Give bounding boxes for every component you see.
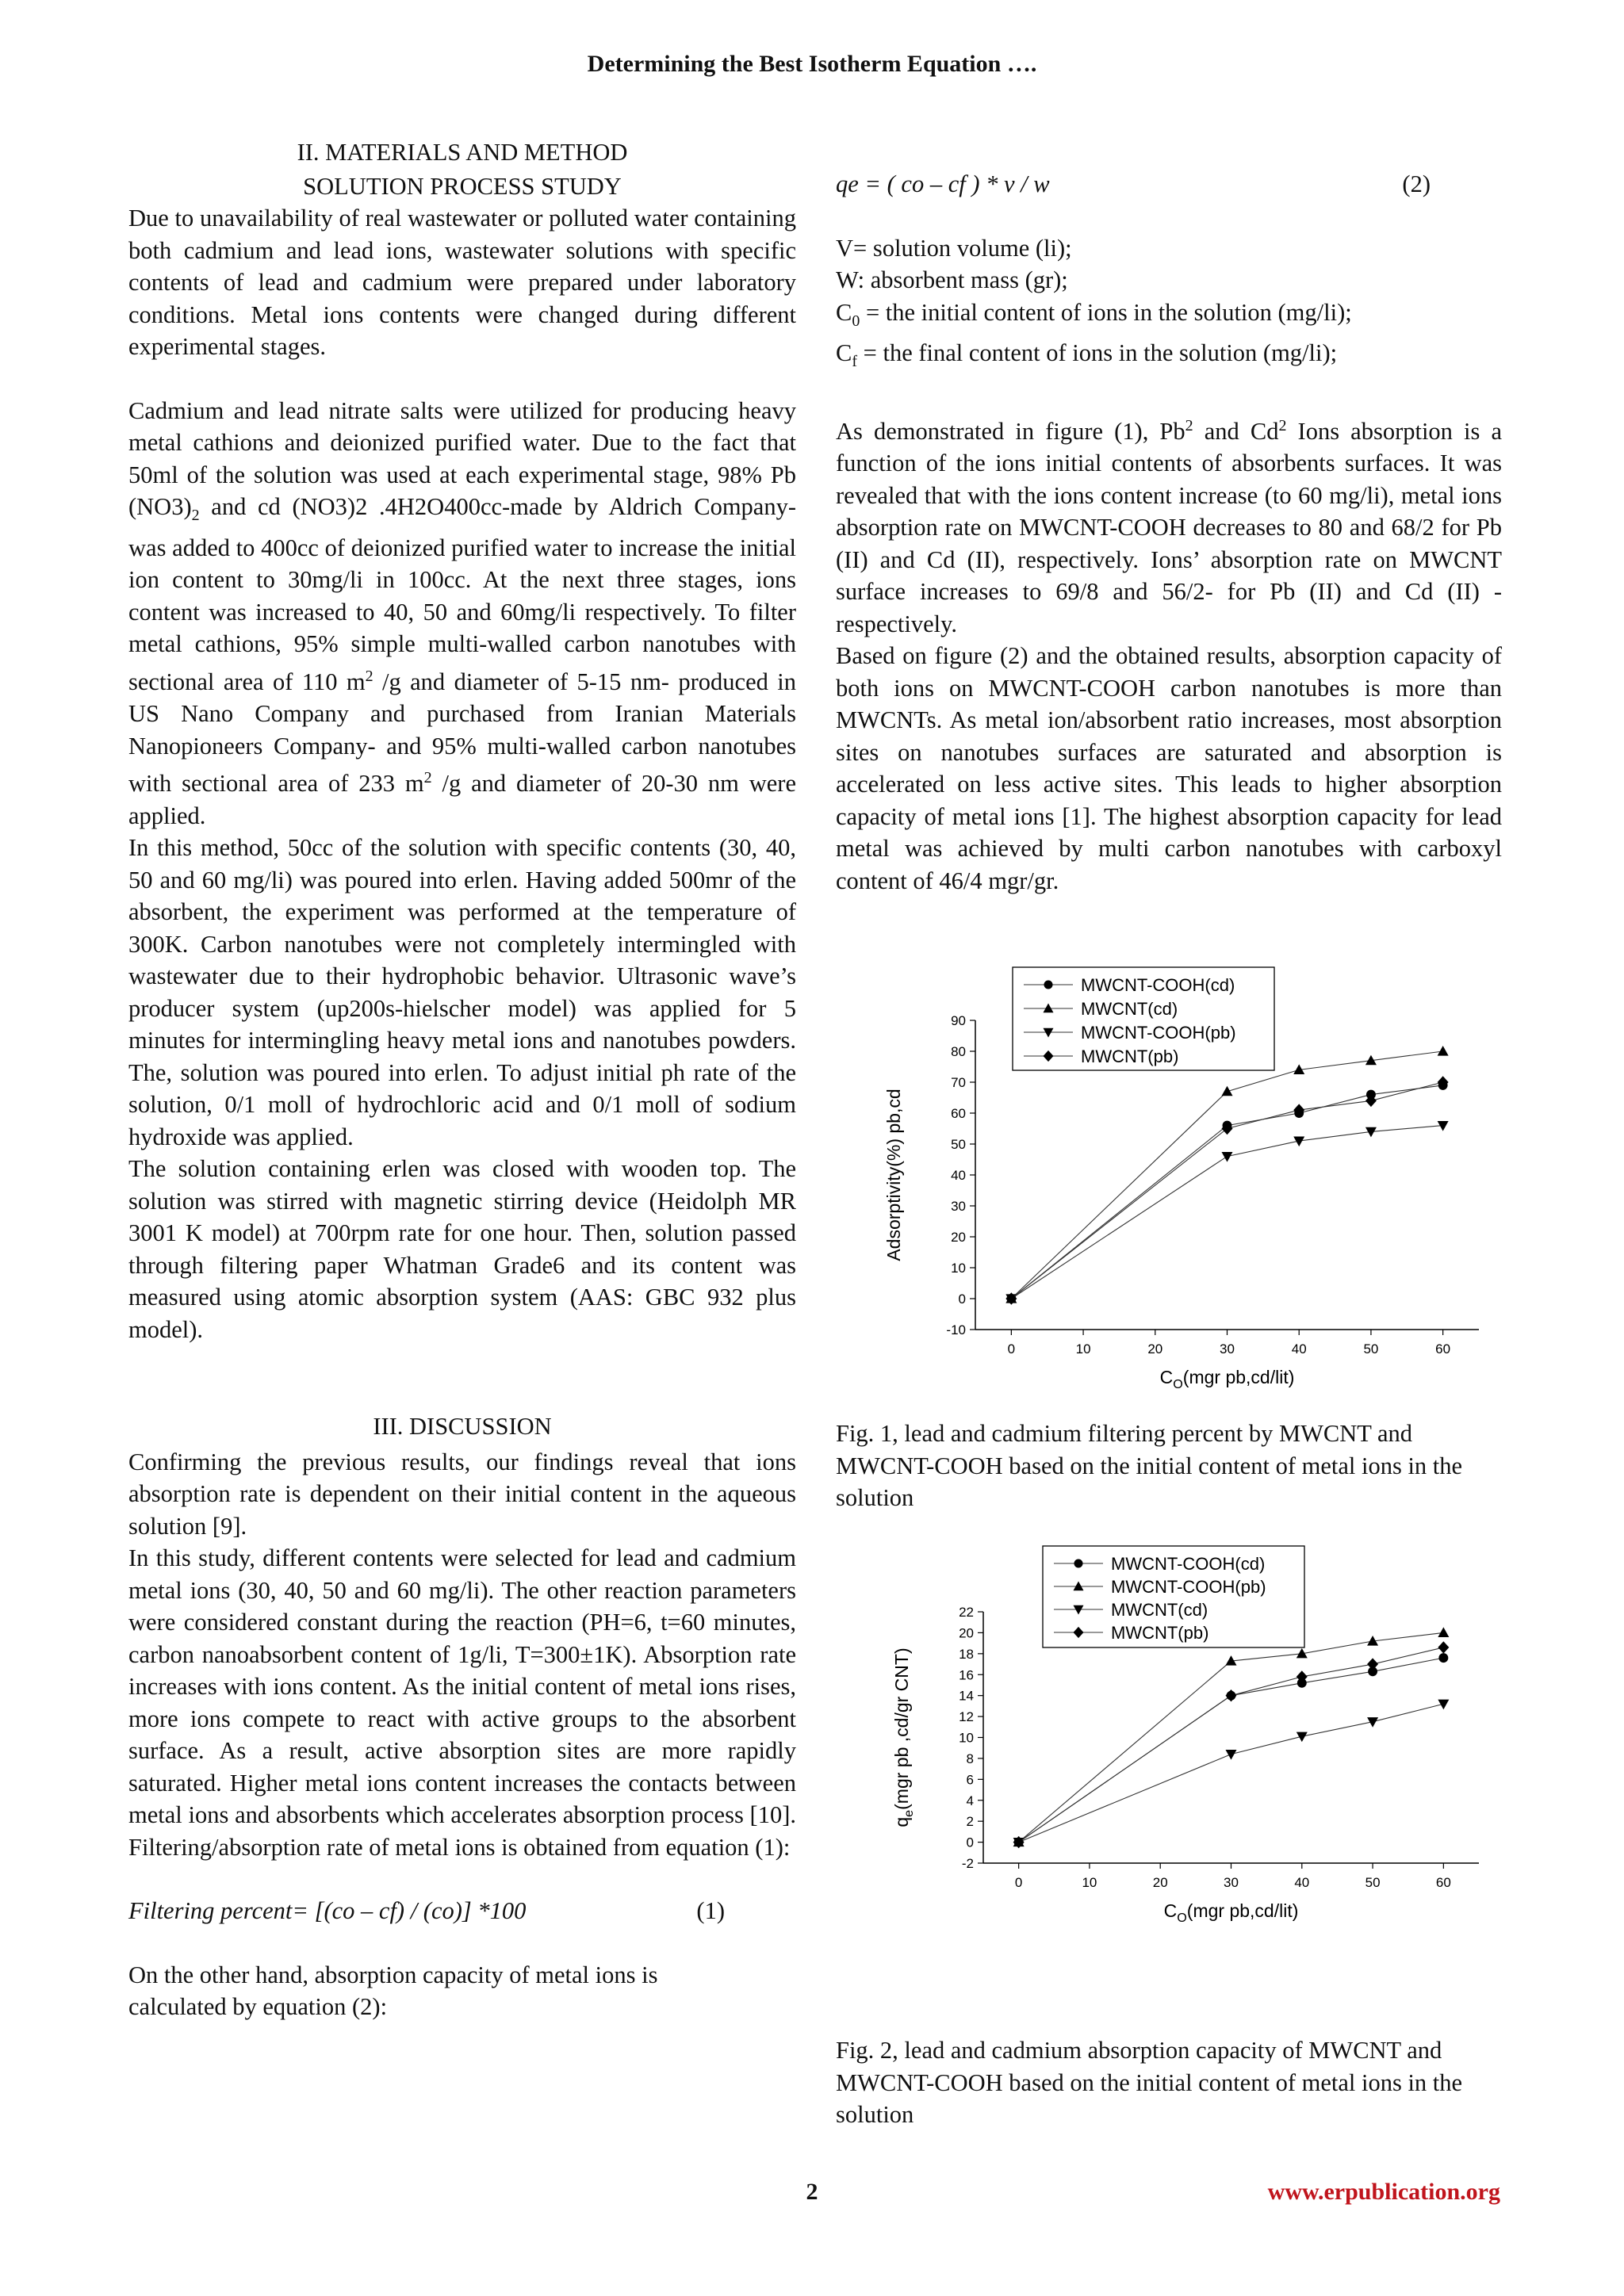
y-tick-label: 8 bbox=[966, 1751, 974, 1766]
y-tick-label: 0 bbox=[958, 1292, 966, 1307]
left-column bbox=[128, 136, 796, 2023]
y-tick-label: 16 bbox=[959, 1667, 974, 1683]
legend-marker bbox=[1074, 1559, 1082, 1567]
x-tick-label: 40 bbox=[1294, 1875, 1310, 1890]
series-line-0 bbox=[1011, 1085, 1442, 1299]
section-3-title: III. DISCUSSION bbox=[373, 1413, 552, 1441]
y-tick-label: 10 bbox=[951, 1261, 966, 1276]
paragraph-2: Cadmium and lead nitrate salts were utilized for producing heavy metal cathions and deionized purified water. Due to the fact that 50ml of the solution was used at each experimental stage, 98% Pb $(NO3)_2$ and cd (NO3)2 .4H2O400cc-made by Aldrich Company- was added to 400cc of deionized purified water to increase the initial ion content to 30mg/li in 100cc. At the next three stages, ions content was increased to 40, 50 and 60mg/li respectively. To filter metal cathions, 95% simple multi-walled carbon nanotubes with sectional area of 110 $m^2$ /g and diameter of 5-15 nm- produced in US Nano Company and purchased from Iranian Materials Nanopioneers Company- and 95% multi-walled carbon nanotubes with sectional area of 233 $m^2$ /g and diameter of 20-30 nm were applied. bbox=[128, 396, 796, 829]
x-tick-label: 10 bbox=[1082, 1875, 1097, 1890]
page-number: 2 bbox=[806, 2179, 818, 2205]
definition-w: W: absorbent mass (gr); bbox=[836, 266, 1068, 293]
equation-1: Filtering percent= [(co – cf) / (co)] *100 (1) bbox=[128, 1897, 725, 1925]
y-tick-label: 20 bbox=[951, 1230, 966, 1245]
y-tick-label: 0 bbox=[966, 1835, 974, 1850]
y-tick-label: 4 bbox=[966, 1793, 974, 1808]
paragraph-1: Due to unavailability of real wastewater or polluted water containing both cadmium and lead ions, wastewater solutions with specific contents of lead and cadmium were prepared under laboratory conditions. Metal ions contents were changed during different experimental stages. bbox=[128, 205, 796, 360]
y-tick-label: 80 bbox=[951, 1044, 966, 1059]
y-tick-label: 50 bbox=[951, 1137, 966, 1152]
paragraph-4: The solution containing erlen was closed with wooden top. The solution was stirred with magnetic stirring device (Heidolph MR 3001 K model) at 700rpm rate for one hour. Then, solution passed through filtering paper Whatman Grade6 and its content was measured using atomic absorption system (AAS: GBC 932 plus model). bbox=[128, 1155, 796, 1343]
data-point bbox=[1226, 1750, 1237, 1760]
y-tick-label: 30 bbox=[951, 1199, 966, 1214]
data-point bbox=[1438, 1641, 1449, 1653]
x-axis-label: $C_O(mgr$ pb,cd/lit) bbox=[1159, 1367, 1295, 1391]
figure-1-chart bbox=[876, 955, 1503, 1399]
y-axis-label: $q_e(mgr$ pb ,cd/gr CNT) bbox=[891, 1647, 916, 1827]
y-axis-label: Adsorptivity(%) pb,cd bbox=[883, 1089, 904, 1261]
section-2-title: II. MATERIALS AND METHOD bbox=[297, 139, 628, 166]
paragraph-9: Based on figure (2) and the obtained results, absorption capacity of both ions on MWCNT-COOH carbon nanotubes is more than MWCNTs. As metal ion/absorbent ratio increases, most absorption sites on nanotubes surfaces are saturated and absorption is accelerated on less active sites. This leads to higher absorption capacity of metal ions [1]. The highest absorption capacity for lead metal was achieved by multi carbon nanotubes with carboxyl content of 46/4 mgr/gr. bbox=[836, 642, 1502, 894]
data-point bbox=[1367, 1658, 1378, 1670]
equation-2: qe = ( co – cf ) * v / w (2) bbox=[836, 170, 1431, 197]
x-axis-label: $C_O(mgr$ pb,cd/lit) bbox=[1163, 1900, 1299, 1925]
legend-label: MWCNT-COOH(cd) bbox=[1111, 1554, 1266, 1574]
paragraph-8: As demonstrated in figure (1), Pb$^2$ and Cd$^2$ Ions absorption is a function of the ions initial contents of absorbents surfaces. It was revealed that with the ions content increase (to 60 mg/li), metal ions absorption rate on MWCNT-COOH decreases to 80 and 68/2 for Pb (II) and Cd (II), respectively. Ions’ absorption rate on MWCNT surface increases to 69/8 and 56/2- for Pb (II) and Cd (II) - respectively. bbox=[836, 416, 1502, 637]
data-point bbox=[1222, 1152, 1233, 1162]
legend-label: MWCNT(pb) bbox=[1081, 1047, 1179, 1066]
data-point bbox=[1222, 1086, 1233, 1096]
y-tick-label: 22 bbox=[959, 1605, 974, 1620]
y-tick-label: 10 bbox=[959, 1730, 974, 1746]
y-tick-label: 90 bbox=[951, 1013, 966, 1028]
x-tick-label: 20 bbox=[1147, 1341, 1163, 1357]
x-tick-label: 30 bbox=[1220, 1341, 1235, 1357]
x-tick-label: 60 bbox=[1435, 1341, 1451, 1357]
y-tick-label: 40 bbox=[951, 1168, 966, 1183]
series-line-3 bbox=[1011, 1082, 1442, 1299]
right-column bbox=[836, 168, 1502, 897]
figure-1-caption: Fig. 1, lead and cadmium filtering percent by MWCNT and MWCNT-COOH based on the initial content of metal ions in the solution bbox=[836, 1420, 1463, 1511]
x-tick-label: 20 bbox=[1152, 1875, 1168, 1890]
data-point bbox=[1438, 1627, 1449, 1637]
x-tick-label: 60 bbox=[1435, 1875, 1451, 1890]
legend-label: MWCNT-COOH(pb) bbox=[1081, 1023, 1236, 1043]
y-tick-label: -10 bbox=[946, 1322, 966, 1337]
x-tick-label: 50 bbox=[1363, 1341, 1379, 1357]
running-head: Determining the Best Isotherm Equation …. bbox=[587, 51, 1037, 77]
y-tick-label: 14 bbox=[959, 1688, 974, 1704]
definition-c0: $C_0$ = the initial content of ions in the solution (mg/li); bbox=[836, 298, 1352, 330]
x-tick-label: 10 bbox=[1075, 1341, 1091, 1357]
paragraph-7: On the other hand, absorption capacity of metal ions is calculated by equation (2): bbox=[128, 1961, 658, 2021]
definition-v: V= solution volume (li); bbox=[836, 234, 1072, 262]
figure-2-caption: Fig. 2, lead and cadmium absorption capacity of MWCNT and MWCNT-COOH based on the initial content of metal ions in the solution bbox=[836, 2037, 1463, 2128]
definition-cf: $C_f$ = the final content of ions in the solution (mg/li); bbox=[836, 339, 1338, 371]
paragraph-5: Confirming the previous results, our findings reveal that ions absorption rate is dependent on their initial content in the aqueous solution [9]. bbox=[128, 1448, 796, 1540]
y-tick-label: 20 bbox=[959, 1625, 974, 1641]
y-tick-label: 6 bbox=[966, 1772, 974, 1788]
legend-label: MWCNT(cd) bbox=[1111, 1600, 1208, 1620]
paragraph-3: In this method, 50cc of the solution with specific contents (30, 40, 50 and 60 mg/li) was poured into erlen. Having added 500mr of the absorbent, the experiment was performed at the temperature of 300K. Carbon nanotubes were not completely intermingled with wastewater due to their hydrophobic behavior. Ultrasonic wave’s producer system (up200s-hielscher model) was applied for 5 minutes for intermingling heavy metal ions and nanotubes powders. The, solution was poured into erlen. To adjust initial ph rate of the solution, 0/1 moll of hydrochloric acid and 0/1 moll of sodium hydroxide was applied. bbox=[128, 834, 796, 1150]
series-line-2 bbox=[1011, 1126, 1442, 1299]
data-point bbox=[1438, 1653, 1448, 1663]
data-point bbox=[1226, 1689, 1237, 1701]
series-line-3 bbox=[1019, 1647, 1444, 1843]
x-tick-label: 0 bbox=[1014, 1875, 1023, 1890]
x-tick-label: 30 bbox=[1224, 1875, 1239, 1890]
x-tick-label: 40 bbox=[1291, 1341, 1307, 1357]
legend-label: MWCNT-COOH(cd) bbox=[1081, 975, 1235, 995]
legend-label: MWCNT-COOH(pb) bbox=[1111, 1577, 1266, 1597]
figure-2-chart bbox=[884, 1534, 1503, 1946]
y-tick-label: 70 bbox=[951, 1075, 966, 1090]
section-2-subtitle: SOLUTION PROCESS STUDY bbox=[303, 172, 622, 200]
y-tick-label: -2 bbox=[961, 1856, 974, 1871]
y-tick-label: 12 bbox=[959, 1709, 974, 1725]
y-tick-label: 60 bbox=[951, 1106, 966, 1121]
legend-label: MWCNT(pb) bbox=[1111, 1623, 1209, 1643]
x-tick-label: 50 bbox=[1365, 1875, 1381, 1890]
legend-marker bbox=[1044, 980, 1052, 989]
x-tick-label: 0 bbox=[1007, 1341, 1016, 1357]
data-point bbox=[1438, 1046, 1449, 1056]
legend-label: MWCNT(cd) bbox=[1081, 999, 1178, 1019]
paragraph-6: In this study, different contents were selected for lead and cadmium metal ions (30, 40, 50 and 60 mg/li). The other reaction parameters were considered constant during the reaction (PH=6, t=60 minutes, carbon nanoabsorbent content of 1g/li, T=300±1K). Absorption rate increases with ions content. As the initial content of metal ions rises, more ions compete to react with active groups to the absorbent surface. As a result, active absorption sites are more rapidly saturated. Higher metal ions content increases the contacts between metal ions and absorbents which accelerates absorption process [10]. Filtering/absorption rate of metal ions is obtained from equation (1): bbox=[128, 1544, 796, 1861]
series-line-2 bbox=[1019, 1704, 1444, 1842]
y-tick-label: 2 bbox=[966, 1814, 974, 1830]
y-tick-label: 18 bbox=[959, 1646, 974, 1662]
footer-url[interactable]: www.erpublication.org bbox=[1267, 2179, 1500, 2205]
